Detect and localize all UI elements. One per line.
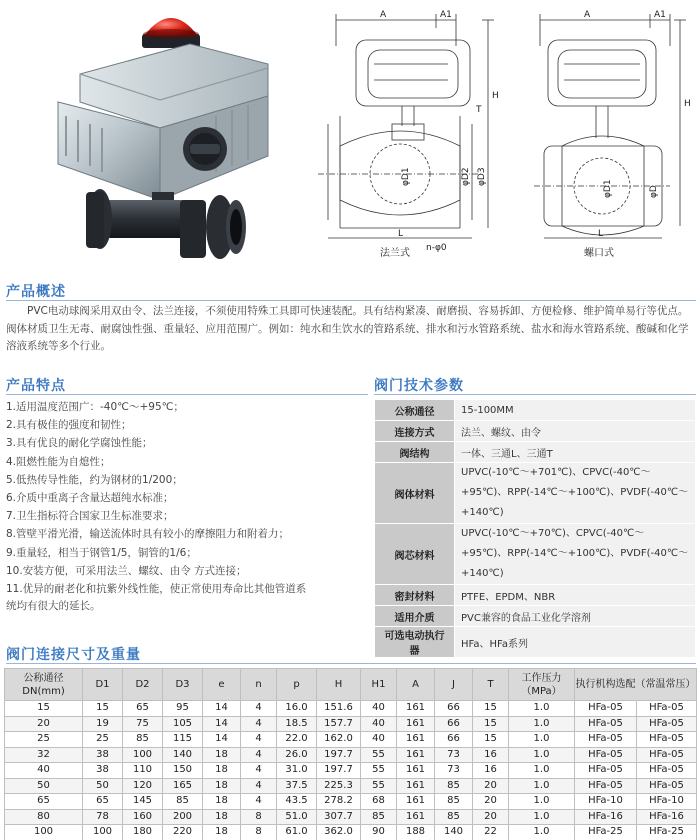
- dims-row: [5, 794, 697, 810]
- spec-table: [374, 399, 696, 658]
- dims-header: n: [241, 669, 277, 701]
- overview-rule: [6, 300, 696, 301]
- dims-cell: 50: [83, 778, 123, 794]
- feature-item: 8.管壁平滑光滑，输送流体时具有较小的摩擦阻力和附着力；: [6, 528, 290, 541]
- flange-caption: 法兰式: [380, 248, 410, 259]
- dims-header: D3: [163, 669, 203, 701]
- dims-cell: 85: [361, 809, 397, 825]
- dims-row: [5, 763, 697, 779]
- dims-cell: 15: [473, 716, 509, 732]
- feature-item: 9.重量轻，相当于钢管1/5，铜管的1/6；: [6, 546, 197, 559]
- dims-cell: 105: [163, 716, 203, 732]
- dims-cell: 65: [83, 794, 123, 810]
- dims-cell: HFa-25: [575, 825, 637, 840]
- dims-cell: 73: [435, 747, 473, 763]
- dims-cell: 15: [83, 701, 123, 717]
- dims-cell: 160: [123, 809, 163, 825]
- dims-cell: HFa-05: [637, 732, 697, 748]
- dims-cell: 55: [361, 778, 397, 794]
- dims-row: [5, 747, 697, 763]
- dims-cell: 8: [241, 825, 277, 840]
- dims-cell: HFa-05: [637, 747, 697, 763]
- dims-cell: 85: [435, 794, 473, 810]
- dims-cell: 78: [83, 809, 123, 825]
- dims-cell: 66: [435, 732, 473, 748]
- dims-cell: 110: [123, 763, 163, 779]
- dims-table: [4, 668, 697, 840]
- dims-cell: 38: [83, 763, 123, 779]
- dims-cell: 43.5: [277, 794, 317, 810]
- spec-value: 法兰、螺纹、由令: [455, 421, 696, 442]
- dims-cell: 66: [435, 701, 473, 717]
- dims-cell: 120: [123, 778, 163, 794]
- dims-cell: 22: [473, 825, 509, 840]
- dims-cell: 14: [203, 732, 241, 748]
- dims-cell: 4: [241, 778, 277, 794]
- dims-cell: 40: [361, 701, 397, 717]
- dims-cell: 16: [473, 747, 509, 763]
- dims-cell: 65: [123, 701, 163, 717]
- dims-cell: 278.2: [317, 794, 361, 810]
- spec-row: [375, 463, 696, 524]
- spec-value: 15-100MM: [455, 400, 696, 421]
- dims-cell: 197.7: [317, 747, 361, 763]
- feature-item: 10.安装方便，可采用法兰、螺纹、由令 方式连接；: [6, 564, 247, 577]
- dims-cell: 225.3: [317, 778, 361, 794]
- dims-cell: 1.0: [509, 809, 575, 825]
- spec-rule: [374, 394, 696, 395]
- dims-header: J: [435, 669, 473, 701]
- spec-value: UPVC(-10℃～+701℃)、CPVC(-40℃～+95℃)、RPP(-14℃～+100℃)、PVDF(-40℃～+140℃): [455, 463, 696, 524]
- dims-cell: 85: [435, 809, 473, 825]
- dims-cell: 20: [473, 809, 509, 825]
- spec-row: [375, 524, 696, 585]
- spec-row: [375, 400, 696, 421]
- dim-label-H: H: [492, 91, 499, 101]
- dims-cell: 145: [123, 794, 163, 810]
- dims-cell: HFa-05: [637, 778, 697, 794]
- feature-item: 11.优异的耐老化和抗紫外线性能，使正常使用寿命比其他管道系: [6, 582, 307, 595]
- feature-item: 统均有很大的延长。: [6, 600, 101, 613]
- thread-caption: 螺口式: [584, 248, 614, 259]
- dims-cell: HFa-05: [575, 701, 637, 717]
- spec-value: 一体、三通L、三通T: [455, 442, 696, 463]
- dims-cell: HFa-16: [637, 809, 697, 825]
- dims-cell: 4: [241, 732, 277, 748]
- dims-cell: 18: [203, 809, 241, 825]
- dims-cell: 140: [435, 825, 473, 840]
- dims-cell: 90: [361, 825, 397, 840]
- dims-header: H1: [361, 669, 397, 701]
- dims-cell: 16: [473, 763, 509, 779]
- feature-item: 6.介质中重离子含量达超纯水标准；: [6, 491, 174, 504]
- dimension-drawing: [318, 6, 700, 268]
- feature-item: 5.低热传导性能，约为钢材的1/200；: [6, 473, 183, 486]
- overview-text: PVC电动球阀采用双由令、法兰连接，不须使用特殊工具即可快速装配。具有结构紧凑、耐磨损、容易拆卸、方便检修、维护简单易行等优点。阀体材质卫生无毒、耐腐蚀性强、重量轻、应用范围广。例如：纯水和生饮水的管路系统、排水和污水管路系统、盐水和海水管路系统、酸碱和化学溶液系统等多个行业。: [6, 305, 689, 352]
- dim-label-L-thread: L: [598, 229, 604, 239]
- dims-body: [5, 701, 697, 840]
- dims-cell: 100: [83, 825, 123, 840]
- spec-value: UPVC(-10℃～+70℃)、CPVC(-40℃～+95℃)、RPP(-14℃～+100℃)、PVDF(-40℃～+140℃): [455, 524, 696, 585]
- dims-cell: 161: [397, 794, 435, 810]
- spec-title: 阀门技术参数: [374, 378, 464, 394]
- dims-cell: 165: [163, 778, 203, 794]
- dims-cell: 161: [397, 701, 435, 717]
- dims-cell: 80: [5, 809, 83, 825]
- dims-cell: 18: [203, 747, 241, 763]
- dims-cell: 32: [5, 747, 83, 763]
- dims-header: e: [203, 669, 241, 701]
- dims-cell: 4: [241, 747, 277, 763]
- spec-value: PTFE、EPDM、NBR: [455, 585, 696, 606]
- dims-cell: 161: [397, 763, 435, 779]
- dims-cell: 20: [473, 794, 509, 810]
- dims-cell: 55: [361, 763, 397, 779]
- dims-cell: 31.0: [277, 763, 317, 779]
- dims-cell: 180: [123, 825, 163, 840]
- dims-cell: 15: [473, 701, 509, 717]
- spec-key: 阀结构: [375, 442, 455, 463]
- dim-label-H-thread: H: [684, 99, 691, 109]
- spec-key: 适用介质: [375, 606, 455, 627]
- dim-label-A1-thread: A1: [654, 10, 666, 20]
- dims-cell: HFa-05: [575, 763, 637, 779]
- dims-cell: 50: [5, 778, 83, 794]
- product-hero: [0, 0, 700, 270]
- dims-cell: 25: [5, 732, 83, 748]
- dims-row: [5, 716, 697, 732]
- dims-cell: HFa-10: [637, 794, 697, 810]
- dims-cell: 1.0: [509, 778, 575, 794]
- dims-cell: 65: [5, 794, 83, 810]
- dims-cell: 20: [5, 716, 83, 732]
- spec-value: HFa、HFa系列: [455, 627, 696, 658]
- features-rule: [6, 394, 368, 395]
- dims-title: 阀门连接尺寸及重量: [6, 647, 141, 663]
- dims-cell: 4: [241, 716, 277, 732]
- dims-cell: 16.0: [277, 701, 317, 717]
- dims-cell: 18.5: [277, 716, 317, 732]
- dims-cell: HFa-05: [575, 716, 637, 732]
- dims-cell: 18: [203, 794, 241, 810]
- dims-row: [5, 778, 697, 794]
- dims-cell: 161: [397, 747, 435, 763]
- dim-label-A-thread: A: [584, 10, 591, 20]
- dims-cell: 73: [435, 763, 473, 779]
- feature-item: 7.卫生指标符合国家卫生标准要求；: [6, 510, 174, 523]
- dims-cell: 14: [203, 701, 241, 717]
- dims-cell: 1.0: [509, 701, 575, 717]
- dims-cell: 14: [203, 716, 241, 732]
- dims-cell: HFa-05: [575, 747, 637, 763]
- dims-cell: 25: [83, 732, 123, 748]
- feature-item: 3.具有优良的耐化学腐蚀性能；: [6, 437, 153, 450]
- dims-cell: 1.0: [509, 732, 575, 748]
- dims-cell: 151.6: [317, 701, 361, 717]
- dims-header: A: [397, 669, 435, 701]
- dims-cell: 115: [163, 732, 203, 748]
- dims-cell: 307.7: [317, 809, 361, 825]
- dims-cell: 1.0: [509, 794, 575, 810]
- spec-row: [375, 606, 696, 627]
- dims-cell: 100: [5, 825, 83, 840]
- dims-cell: 8: [241, 809, 277, 825]
- dims-cell: HFa-16: [575, 809, 637, 825]
- dims-cell: 18: [203, 763, 241, 779]
- dims-header: 公称通径DN(mm): [5, 669, 83, 701]
- dims-cell: 85: [123, 732, 163, 748]
- dims-cell: 85: [163, 794, 203, 810]
- dim-label-D1-thread: φD1: [603, 179, 613, 198]
- dims-header: 工作压力（MPa）: [509, 669, 575, 701]
- dims-header: D2: [123, 669, 163, 701]
- dims-cell: 38: [83, 747, 123, 763]
- dims-cell: 22.0: [277, 732, 317, 748]
- dims-cell: 140: [163, 747, 203, 763]
- dims-cell: HFa-05: [575, 732, 637, 748]
- dims-cell: 161: [397, 732, 435, 748]
- dims-cell: HFa-05: [637, 716, 697, 732]
- dims-cell: 220: [163, 825, 203, 840]
- dims-header: H: [317, 669, 361, 701]
- dims-cell: 4: [241, 701, 277, 717]
- spec-row: [375, 585, 696, 606]
- dims-cell: 197.7: [317, 763, 361, 779]
- dims-cell: HFa-10: [575, 794, 637, 810]
- dims-row: [5, 809, 697, 825]
- dims-cell: 157.7: [317, 716, 361, 732]
- dims-cell: 18: [203, 778, 241, 794]
- dims-cell: HFa-25: [637, 825, 697, 840]
- dim-label-D1: φD1: [401, 167, 411, 186]
- dims-cell: 40: [361, 716, 397, 732]
- feature-item: 4.阻燃性能为自熄性；: [6, 455, 111, 468]
- spec-key: 阀芯材料: [375, 524, 455, 585]
- dims-header: 执行机构选配（常温常压）: [575, 669, 697, 701]
- dims-cell: HFa-05: [575, 778, 637, 794]
- dims-rule: [6, 663, 696, 664]
- spec-row: [375, 627, 696, 658]
- dims-cell: 61.0: [277, 825, 317, 840]
- features-title: 产品特点: [6, 378, 66, 394]
- overview-title: 产品概述: [6, 284, 66, 300]
- dims-cell: 1.0: [509, 763, 575, 779]
- spec-key: 连接方式: [375, 421, 455, 442]
- dims-cell: 162.0: [317, 732, 361, 748]
- spec-key: 密封材料: [375, 585, 455, 606]
- dims-cell: 40: [361, 732, 397, 748]
- valve-photo: [40, 4, 280, 266]
- dims-cell: 18: [203, 825, 241, 840]
- feature-item: 1.适用温度范围广：-40℃～+95℃；: [6, 401, 184, 413]
- dims-cell: 161: [397, 809, 435, 825]
- dims-cell: 362.0: [317, 825, 361, 840]
- dims-cell: 4: [241, 763, 277, 779]
- dims-cell: 1.0: [509, 825, 575, 840]
- dim-label-A1: A1: [440, 10, 452, 20]
- dims-cell: 19: [83, 716, 123, 732]
- dims-cell: 55: [361, 747, 397, 763]
- feature-item: 2.具有极佳的强度和韧性；: [6, 419, 132, 432]
- dims-cell: 161: [397, 778, 435, 794]
- dims-cell: 26.0: [277, 747, 317, 763]
- dims-cell: 20: [473, 778, 509, 794]
- dims-row: [5, 701, 697, 717]
- dim-label-A: A: [380, 10, 387, 20]
- dims-cell: 40: [5, 763, 83, 779]
- dims-header: T: [473, 669, 509, 701]
- features-list: [6, 398, 368, 615]
- spec-row: [375, 421, 696, 442]
- dims-cell: 15: [5, 701, 83, 717]
- dims-cell: 37.5: [277, 778, 317, 794]
- dims-row: [5, 825, 697, 840]
- dim-label-T: T: [476, 105, 482, 115]
- dims-cell: 150: [163, 763, 203, 779]
- dim-label-D3: φD3: [477, 167, 487, 186]
- spec-key: 阀体材料: [375, 463, 455, 524]
- dims-cell: 200: [163, 809, 203, 825]
- dims-cell: 4: [241, 794, 277, 810]
- spec-value: PVC兼容的食品工业化学溶剂: [455, 606, 696, 627]
- dims-header: p: [277, 669, 317, 701]
- spec-key: 可选电动执行器: [375, 627, 455, 658]
- dims-cell: 100: [123, 747, 163, 763]
- dims-cell: 85: [435, 778, 473, 794]
- dim-label-D-thread: φD: [649, 185, 659, 198]
- dims-cell: 95: [163, 701, 203, 717]
- dims-cell: 1.0: [509, 716, 575, 732]
- dims-cell: HFa-05: [637, 701, 697, 717]
- dims-cell: 75: [123, 716, 163, 732]
- dims-cell: HFa-05: [637, 763, 697, 779]
- dim-label-D2: φD2: [461, 167, 471, 186]
- dims-cell: 51.0: [277, 809, 317, 825]
- dims-cell: 1.0: [509, 747, 575, 763]
- dims-header: D1: [83, 669, 123, 701]
- dims-cell: 188: [397, 825, 435, 840]
- dims-cell: 66: [435, 716, 473, 732]
- spec-row: [375, 442, 696, 463]
- dims-cell: 15: [473, 732, 509, 748]
- dim-label-n-phi: n-φ0: [426, 243, 447, 253]
- dims-cell: 68: [361, 794, 397, 810]
- dim-label-L: L: [398, 229, 404, 239]
- dims-cell: 161: [397, 716, 435, 732]
- dims-header-row: [5, 669, 697, 701]
- dims-row: [5, 732, 697, 748]
- spec-key: 公称通径: [375, 400, 455, 421]
